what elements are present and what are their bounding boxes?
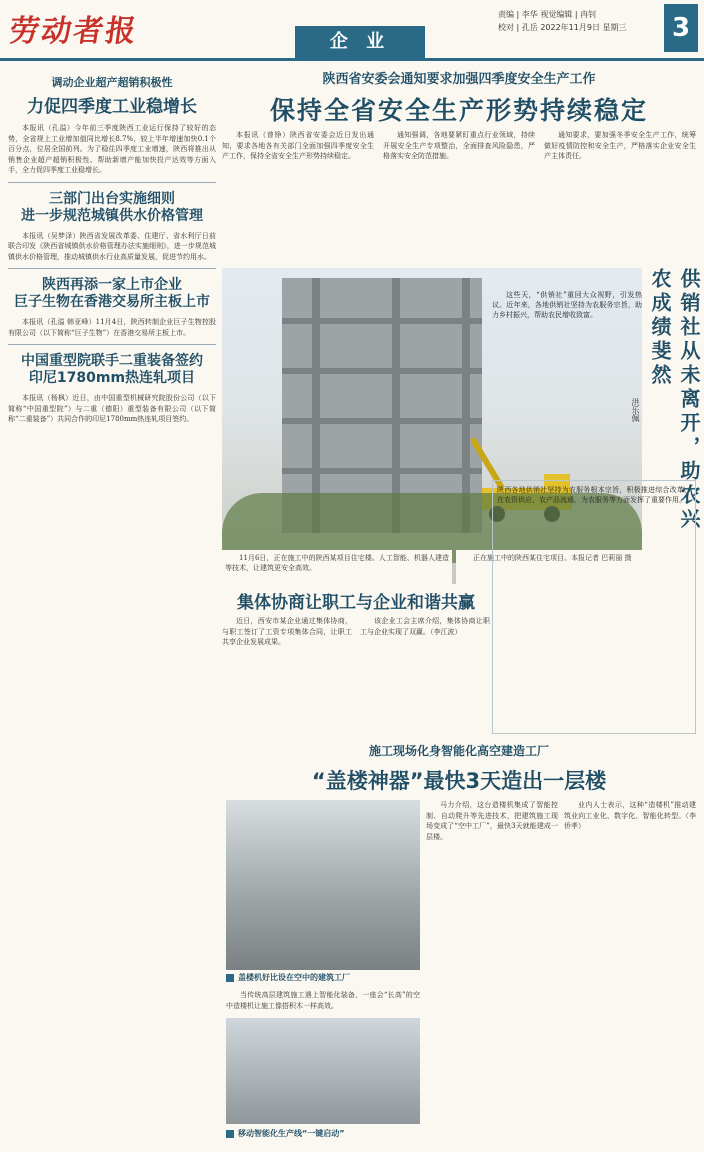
photo-caption-1 — [226, 972, 350, 986]
story1-title: 力促四季度工业稳增长 — [27, 97, 197, 117]
story-building-intro: 当传统高层建筑施工遇上智能化装备，一座会“长高”的空中造楼机让施工像搭积木一样高效。 — [226, 991, 420, 1010]
lead-story-header — [222, 68, 696, 127]
lead-story-body — [222, 130, 696, 258]
story-building-col-1: 马力介绍，这台造楼机集成了智能控制、自动爬升等先进技术，把建筑施工现场变成了“空中工厂”，最快3天就能建成一层楼。 — [426, 801, 558, 841]
masthead — [0, 0, 704, 61]
lead-col-2: 通知强调，各地要紧盯重点行业领域，持续开展安全生产专项整治，全面排查风险隐患，严格落实安全防范措施。 — [383, 131, 535, 160]
caption-marker-icon — [226, 974, 234, 982]
production-line-photo — [226, 1018, 420, 1124]
story-building-title: “盖楼神器”最快3天造出一层楼 — [311, 769, 607, 793]
story-building-body — [426, 800, 696, 1146]
story2-title: 三部门出台实施细则 进一步规范城镇供水价格管理 — [21, 190, 203, 224]
photo-caption-2-text: 移动智能化生产线“一键启动” — [238, 1129, 345, 1138]
divider — [8, 182, 216, 183]
feature-vertical-title: 供销社从未离开，助农兴农成绩斐然 — [648, 268, 701, 532]
left-column — [8, 68, 216, 1148]
story-building-kicker: 施工现场化身智能化高空建造工厂 — [368, 744, 549, 758]
divider — [8, 344, 216, 345]
story-building-machine-header — [222, 742, 696, 795]
page-number: 3 — [664, 4, 698, 52]
essay-box: 陕西各地供销社坚持为农服务根本宗旨，积极推进综合改革，在农资供应、农产品流通、为农服务等方面发挥了重要作用。 — [492, 480, 696, 734]
feature-author: 洪乐佩 — [631, 398, 640, 422]
lead-col-3: 通知要求，要加强冬季安全生产工作，统筹做好疫情防控和安全生产，严格落实企业安全生产主体责任。 — [544, 131, 696, 160]
editor-line: 责编 | 李华 视觉编辑 | 冉钊 — [498, 10, 597, 19]
story-building-col-2: 业内人士表示，这种“造楼机”推动建筑业向工业化、数字化、智能化转型。（李侨孝） — [564, 801, 696, 830]
photo-caption-2 — [226, 1128, 345, 1142]
page-meta — [498, 8, 658, 34]
story-collective-col-2: 该企业工会主席介绍，集体协商让职工与企业实现了双赢。（李江波） — [360, 617, 490, 636]
story1-body: 本报讯（孔溢）今年前三季度陕西工业运行保持了较好的态势，全省规上工业增加值同比增长8.7%，较上半年增速加快0.1个百分点，位居全国前列。为了稳住四季度工业增速，陕西将推出从销售企业超产超销积极性、帮助新增产能加快投产达效等方面入手，全力促四季度工业稳增长。 — [8, 124, 216, 174]
story1-kicker: 调动企业超产超销积极性 — [51, 76, 173, 89]
story3-body: 本报讯（孔溢 韩亚峰）11月4日，陕西转制企业巨子生物控股有限公司（以下简称“巨子生物”）在香港交易所主板上市。 — [8, 318, 216, 337]
photo-caption-right: 正在施工中的陕西某住宅项目。本报记者 巴莉丽 摄 — [456, 550, 642, 584]
lead-title: 保持全省安全生产形势持续稳定 — [269, 96, 648, 125]
story2-body: 本报讯（吴梦泽）陕西省发展改革委、住建厅、省水利厅日前联合印发《陕西省城镇供水价格管理办法实施细则》，进一步规范城镇供水价格管理，推动城镇供水行业高质量发展，促进节约用水。 — [8, 231, 216, 261]
newspaper-logo: 劳动者报 — [7, 14, 140, 49]
caption-marker-icon — [226, 1130, 234, 1138]
story4-body: 本报讯（杨枫）近日，由中国重型机械研究院股份公司（以下简称“中国重型院”）与二重（德阳）重型装备有限公司（以下简称“二重装备”）共同合作的印尼1780mm热连轧项目签约。 — [8, 394, 216, 423]
lead-kicker: 陕西省安委会通知要求加强四季度安全生产工作 — [322, 72, 596, 87]
story-collective-bargaining — [222, 588, 490, 613]
photo-caption-1-text: 盖楼机好比设在空中的建筑工厂 — [238, 973, 350, 982]
building-machine-photo — [226, 800, 420, 970]
story-collective-body — [222, 616, 490, 734]
date-line: 校对 | 孔岳 2022年11月9日 星期三 — [498, 23, 627, 32]
story-collective-col-1: 近日，西安市某企业通过集体协商，与职工签订了工资专项集体合同，让职工共享企业发展成果。 — [222, 617, 352, 646]
section-tab: 企 业 — [295, 26, 425, 58]
story4-title: 中国重型院联手二重装备签约 印尼1780mm热连轧项目 — [21, 353, 203, 386]
story3-title: 陕西再添一家上市企业 巨子生物在香港交易所主板上市 — [14, 277, 210, 310]
photo-caption-left: 11月6日，正在施工中的陕西某项目住宅楼。人工智能、机器人建造等技术，让建筑更安全高效。 — [222, 550, 452, 584]
lead-col-1: 本报讯（曾铮）陕西省安委会近日发出通知，要求各地各有关部门全面加强四季度安全生产工作，保持全省安全生产形势持续稳定。 — [222, 131, 374, 160]
feature-body: 这些天，“供销社”重回大众视野，引发热议。近年来，各地供销社坚持为农服务宗旨，助力乡村振兴，帮助农民增收致富。 — [492, 291, 642, 320]
divider — [8, 268, 216, 269]
story-collective-title: 集体协商让职工与企业和谐共赢 — [237, 593, 475, 613]
